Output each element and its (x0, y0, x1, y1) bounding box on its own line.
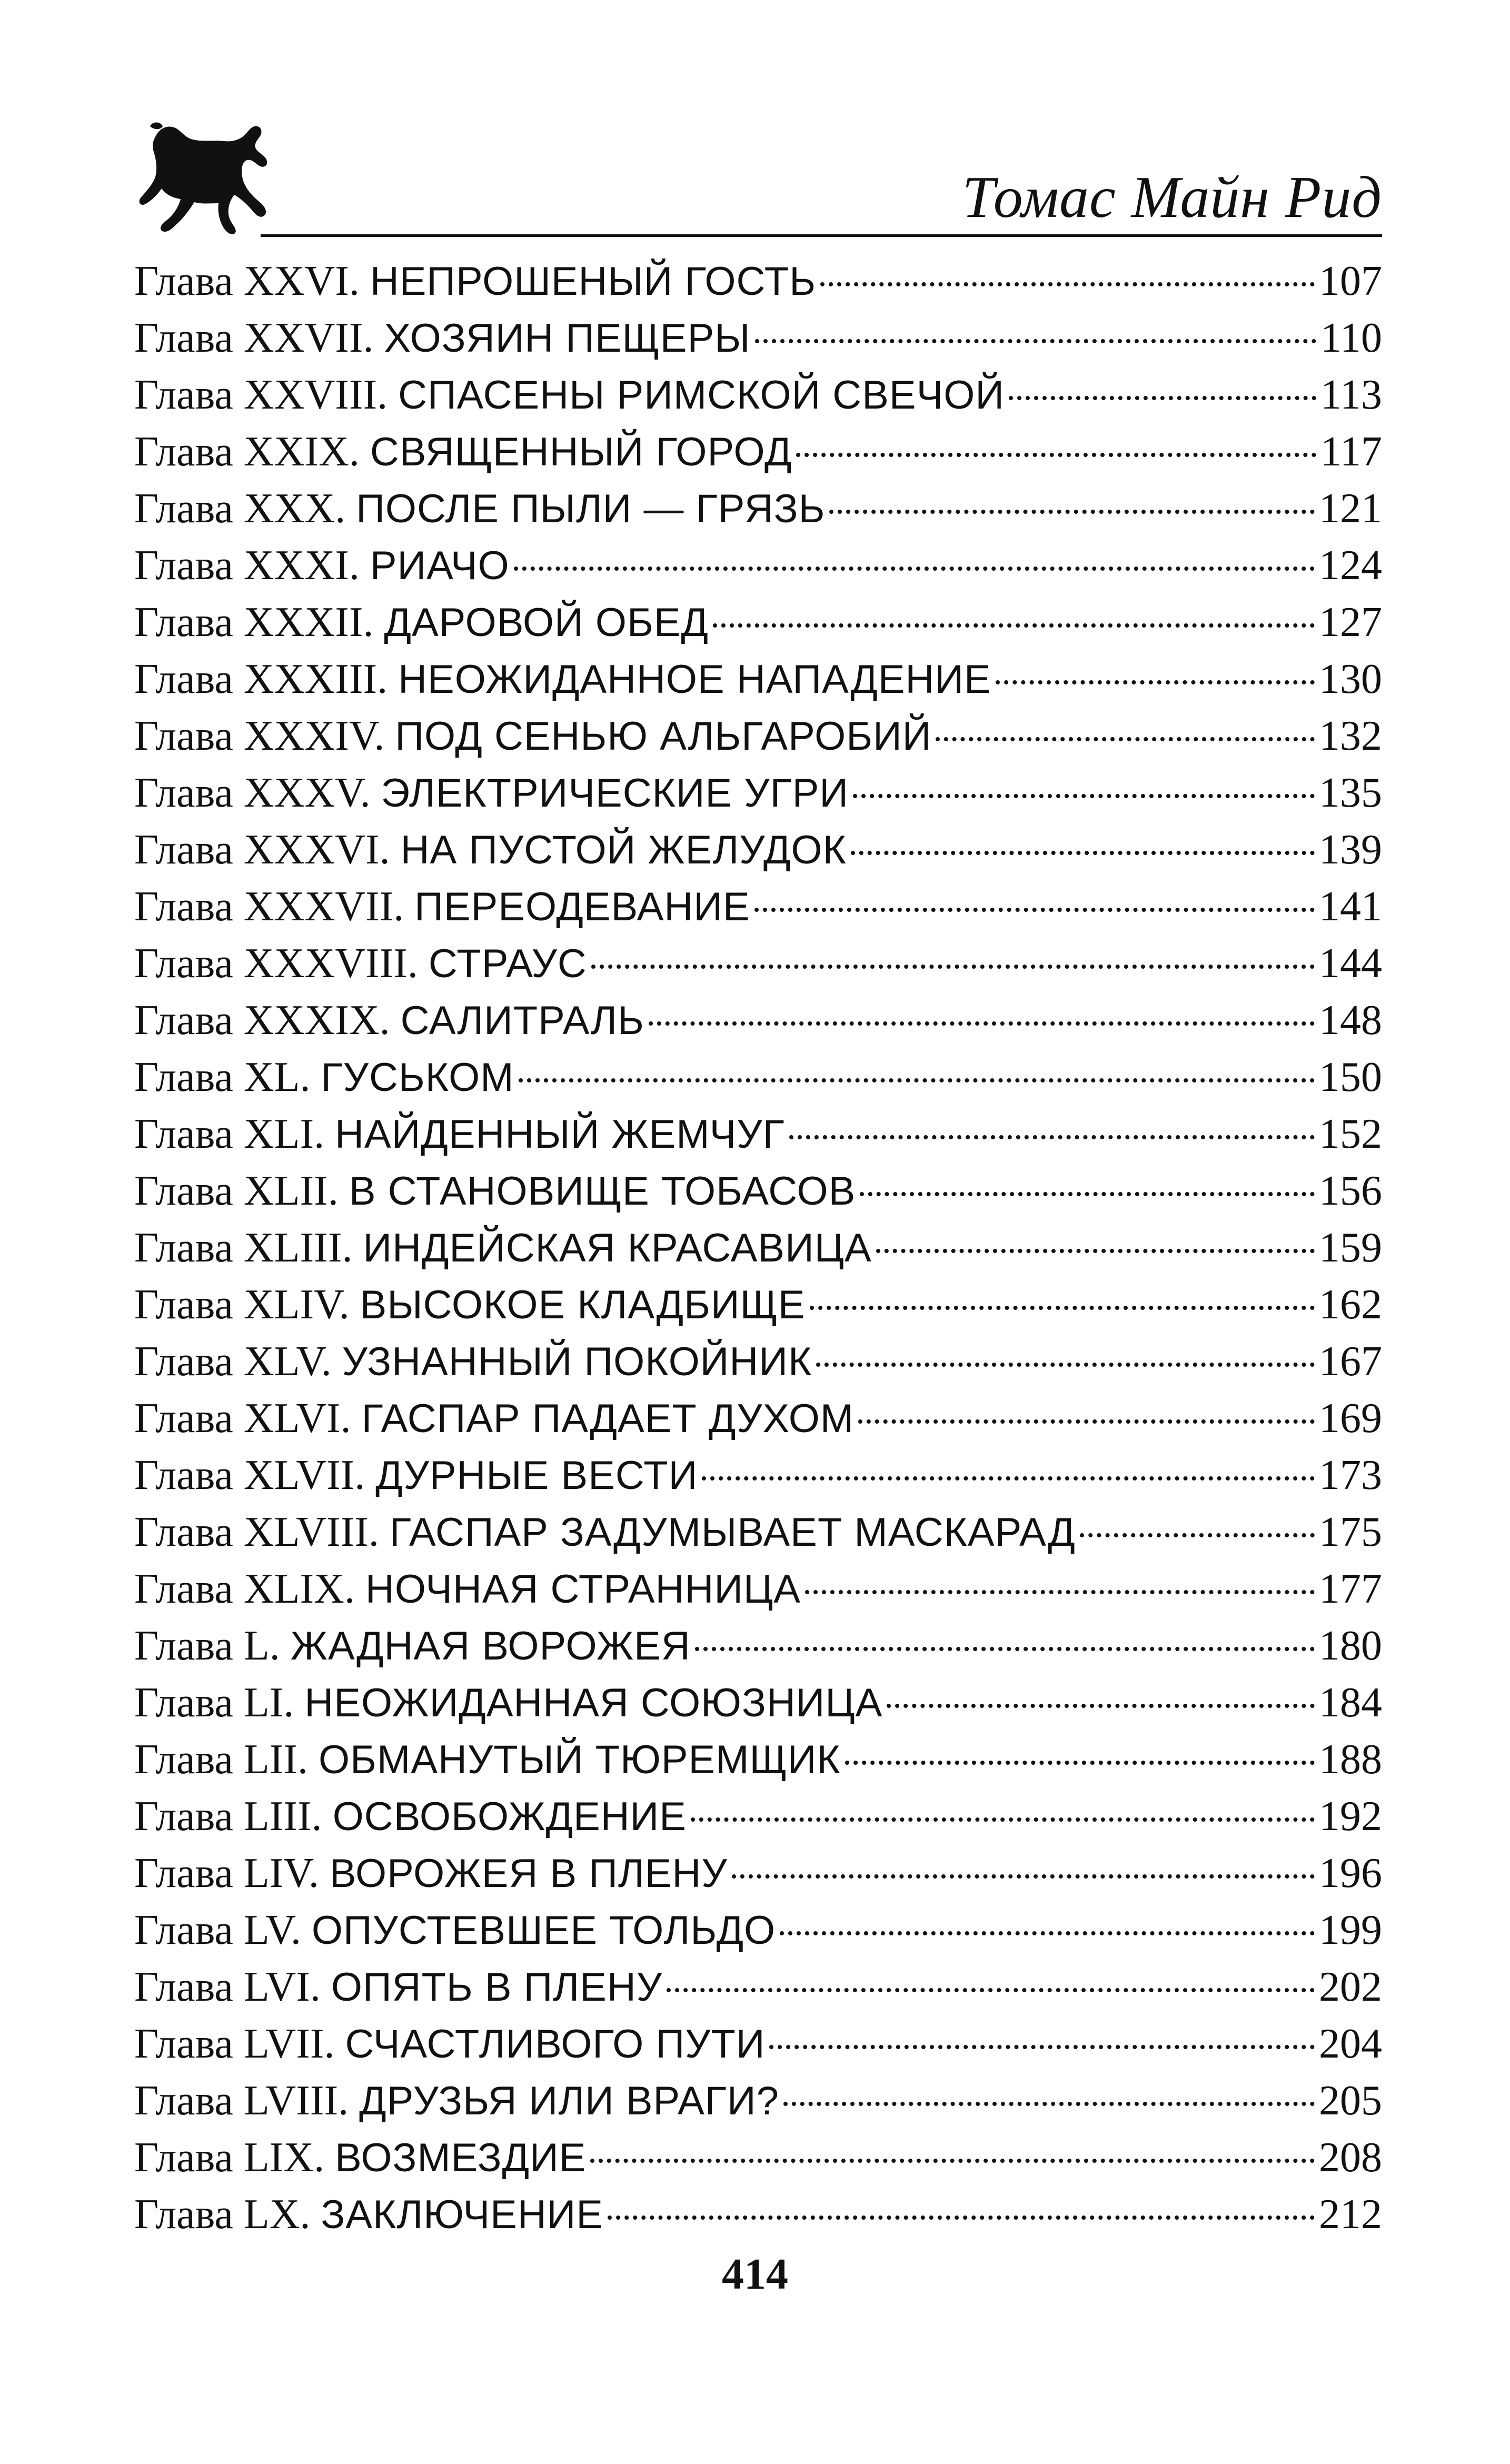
chapter-page-number: 135 (1319, 770, 1382, 816)
chapter-title: ДУРНЫЕ ВЕСТИ (375, 1453, 698, 1498)
toc-entry-title (134, 764, 849, 822)
chapter-page-number: 150 (1319, 1054, 1382, 1100)
toc-entry (134, 1333, 1382, 1390)
dot-leader (796, 453, 1316, 457)
toc-entry-title (134, 423, 792, 481)
toc-entry-title (134, 1674, 882, 1732)
toc-entry-title (134, 1219, 872, 1277)
toc-entry-title (134, 253, 816, 310)
toc-entry (134, 1276, 1382, 1333)
chapter-title: ДРУЗЬЯ ИЛИ ВРАГИ? (359, 2079, 779, 2123)
chapter-label: Глава XLV. (134, 1338, 332, 1385)
chapter-label: Глава LVII. (134, 2021, 335, 2067)
toc-entry-title (134, 366, 1005, 424)
dot-leader (853, 794, 1315, 798)
chapter-title: ВЫСОКОЕ КЛАДБИЩЕ (360, 1283, 806, 1327)
chapter-title: ОПЯТЬ В ПЛЕНУ (331, 1965, 663, 2010)
dot-leader (514, 567, 1315, 571)
chapter-page-number: 192 (1319, 1793, 1382, 1840)
chapter-label: Глава LX. (134, 2191, 311, 2238)
chapter-page-number: 107 (1319, 258, 1382, 304)
chapter-page-number: 159 (1319, 1225, 1382, 1271)
chapter-page-number: 139 (1319, 827, 1382, 873)
chapter-title: ДАРОВОЙ ОБЕД (384, 600, 709, 645)
toc-entry (134, 1504, 1382, 1561)
chapter-page-number: 177 (1319, 1566, 1382, 1612)
chapter-label: Глава XLIX. (134, 1566, 355, 1612)
dot-leader (820, 282, 1315, 286)
chapter-title: САЛИТРАЛЬ (400, 998, 644, 1043)
table-of-contents (134, 253, 1382, 2243)
chapter-page-number: 204 (1319, 2021, 1382, 2067)
toc-entry (134, 1390, 1382, 1447)
chapter-title: НОЧНАЯ СТРАННИЦА (365, 1567, 801, 1612)
toc-entry (134, 1845, 1382, 1902)
dot-leader (590, 2159, 1315, 2163)
dot-leader (783, 2102, 1315, 2106)
chapter-page-number: 169 (1319, 1395, 1382, 1442)
dot-leader (695, 1647, 1315, 1651)
dot-leader (591, 965, 1315, 969)
toc-entry (134, 764, 1382, 821)
toc-entry (134, 423, 1382, 480)
chapter-page-number: 162 (1319, 1281, 1382, 1328)
chapter-title: ПЕРЕОДЕВАНИЕ (414, 885, 750, 929)
toc-entry (134, 1788, 1382, 1845)
toc-entry-title (134, 992, 644, 1049)
chapter-title: НАЙДЕННЫЙ ЖЕМЧУГ (335, 1112, 785, 1157)
header-rule (261, 234, 1382, 237)
chapter-page-number: 110 (1320, 315, 1382, 361)
toc-entry (134, 1447, 1382, 1504)
dot-leader (702, 1476, 1315, 1481)
toc-entry-title (134, 2015, 765, 2073)
chapter-label: Глава XXXVIII. (134, 940, 418, 987)
chapter-label: Глава XLI. (134, 1111, 325, 1157)
chapter-title: НЕПРОШЕНЫЙ ГОСТЬ (370, 259, 817, 304)
toc-entry-title (134, 1617, 691, 1675)
dot-leader (754, 908, 1315, 912)
chapter-label: Глава XLVII. (134, 1452, 365, 1498)
dot-leader (780, 1931, 1315, 1935)
dot-leader (1080, 1533, 1315, 1537)
toc-entry (134, 1049, 1382, 1106)
toc-entry (134, 1561, 1382, 1617)
toc-entry (134, 821, 1382, 878)
chapter-page-number: 113 (1320, 372, 1382, 418)
chapter-page-number: 202 (1319, 1964, 1382, 2010)
dot-leader (755, 339, 1316, 343)
toc-entry (134, 1731, 1382, 1788)
chapter-page-number: 121 (1319, 485, 1382, 532)
chapter-title: ГУСЬКОМ (321, 1055, 514, 1100)
chapter-title: НЕОЖИДАННОЕ НАПАДЕНИЕ (398, 657, 991, 702)
chapter-title: ЭЛЕКТРИЧЕСКИЕ УГРИ (381, 771, 849, 816)
chapter-label: Глава LIII. (134, 1793, 322, 1840)
chapter-label: Глава L. (134, 1623, 280, 1669)
chapter-title: СТРАУС (428, 941, 587, 986)
toc-entry (134, 1959, 1382, 2015)
chapter-title: ГАСПАР ПАДАЕТ ДУХОМ (361, 1396, 855, 1441)
chapter-page-number: 208 (1319, 2134, 1382, 2181)
toc-entry (134, 935, 1382, 992)
chapter-label: Глава XXXI. (134, 542, 360, 589)
chapter-page-number: 148 (1319, 997, 1382, 1044)
chapter-page-number: 175 (1319, 1509, 1382, 1555)
toc-entry (134, 1219, 1382, 1276)
chapter-label: Глава XXXIII. (134, 656, 388, 702)
toc-entry (134, 2186, 1382, 2243)
dot-leader (608, 2215, 1315, 2220)
chapter-label: Глава XXXIX. (134, 997, 390, 1044)
running-header (134, 121, 1382, 237)
toc-entry-title (134, 310, 751, 367)
toc-entry-title (134, 1276, 806, 1334)
toc-entry-title (134, 1504, 1076, 1561)
chapter-label: Глава LVI. (134, 1964, 321, 2010)
dot-leader (732, 1874, 1315, 1879)
toc-entry (134, 2015, 1382, 2072)
toc-entry (134, 253, 1382, 310)
chapter-label: Глава XL. (134, 1054, 311, 1100)
chapter-label: Глава XXXVII. (134, 883, 404, 930)
dot-leader (667, 1988, 1315, 1992)
toc-entry-title (134, 2186, 603, 2243)
toc-entry (134, 480, 1382, 537)
chapter-title: ЖАДНАЯ ВОРОЖЕЯ (290, 1624, 691, 1668)
chapter-label: Глава LII. (134, 1736, 309, 1783)
dot-leader (829, 510, 1315, 514)
page-number: 414 (722, 2250, 788, 2299)
toc-entry-title (134, 878, 750, 936)
chapter-title: В СТАНОВИЩЕ ТОБАСОВ (349, 1169, 856, 1214)
toc-entry (134, 1902, 1382, 1959)
chapter-label: Глава XLVIII. (134, 1509, 379, 1555)
toc-entry-title (134, 1390, 854, 1447)
toc-entry (134, 708, 1382, 764)
toc-entry-title (134, 821, 847, 879)
chapter-label: Глава XLIII. (134, 1225, 353, 1271)
toc-entry-title (134, 708, 931, 765)
chapter-title: РИАЧО (370, 543, 510, 588)
chapter-page-number: 117 (1320, 429, 1382, 475)
chapter-title: ХОЗЯИН ПЕЩЕРЫ (384, 316, 751, 361)
dot-leader (810, 1306, 1315, 1310)
chapter-page-number: 130 (1319, 656, 1382, 702)
toc-entry-title (134, 2072, 779, 2130)
chapter-title: УЗНАННЫЙ ПОКОЙНИК (342, 1339, 812, 1384)
chapter-page-number: 205 (1319, 2078, 1382, 2124)
dot-leader (769, 2045, 1315, 2049)
chapter-page-number: 196 (1319, 1850, 1382, 1896)
dot-leader (805, 1590, 1315, 1594)
toc-entry-title (134, 594, 709, 651)
chapter-label: Глава XXXIV. (134, 713, 385, 759)
toc-entry-title (134, 1561, 801, 1618)
running-header-author: Томас Майн Рид (962, 165, 1382, 230)
chapter-page-number: 184 (1319, 1680, 1382, 1726)
dot-leader (851, 851, 1315, 855)
toc-entry-title (134, 1333, 812, 1390)
chapter-title: ВОРОЖЕЯ В ПЛЕНУ (329, 1851, 728, 1896)
chapter-page-number: 167 (1319, 1338, 1382, 1385)
toc-entry-title (134, 537, 510, 594)
toc-entry (134, 2072, 1382, 2129)
chapter-label: Глава XLVI. (134, 1395, 351, 1442)
toc-entry (134, 878, 1382, 935)
chapter-page-number: 152 (1319, 1111, 1382, 1157)
toc-entry (134, 537, 1382, 594)
chapter-label: Глава LIX. (134, 2134, 325, 2181)
dot-leader (649, 1021, 1315, 1026)
chapter-label: Глава XXX. (134, 485, 346, 532)
chapter-page-number: 156 (1319, 1168, 1382, 1214)
chapter-page-number: 173 (1319, 1452, 1382, 1498)
toc-entry-title (134, 1163, 856, 1220)
chapter-title: ВОЗМЕЗДИЕ (335, 2135, 587, 2180)
chapter-label: Глава LVIII. (134, 2078, 349, 2124)
chapter-label: Глава XXXII. (134, 599, 374, 645)
dot-leader (816, 1363, 1315, 1367)
dot-leader (860, 1192, 1315, 1196)
chapter-title: НЕОЖИДАННАЯ СОЮЗНИЦА (304, 1681, 883, 1725)
chapter-title: СПАСЕНЫ РИМСКОЙ СВЕЧОЙ (398, 373, 1005, 418)
chapter-title: ГАСПАР ЗАДУМЫВАЕТ МАСКАРАД (389, 1510, 1076, 1555)
chapter-page-number: 144 (1319, 940, 1382, 987)
chapter-label: Глава XLII. (134, 1168, 339, 1214)
chapter-title: ОБМАНУТЫЙ ТЮРЕМЩИК (319, 1737, 841, 1782)
toc-entry (134, 1106, 1382, 1163)
toc-entry-title (134, 1902, 776, 1959)
dot-leader (845, 1761, 1315, 1765)
chapter-title: ОПУСТЕВШЕЕ ТОЛЬДО (311, 1908, 776, 1953)
chapter-title: СВЯЩЕННЫЙ ГОРОД (370, 430, 792, 474)
chapter-label: Глава LV. (134, 1907, 301, 1953)
dot-leader (691, 1817, 1315, 1822)
dot-leader (876, 1249, 1315, 1253)
chapter-label: Глава XXXVI. (134, 827, 390, 873)
chapter-label: Глава LIV. (134, 1850, 319, 1896)
chapter-label: Глава XXXV. (134, 770, 371, 816)
chapter-label: Глава XXVI. (134, 258, 360, 304)
chapter-label: Глава XXIX. (134, 429, 360, 475)
dot-leader (887, 1704, 1315, 1708)
chapter-page-number: 199 (1319, 1907, 1382, 1953)
chapter-label: Глава LI. (134, 1680, 294, 1726)
toc-entry (134, 1674, 1382, 1731)
chapter-label: Глава XXVII. (134, 315, 374, 361)
dot-leader (713, 623, 1315, 628)
chapter-label: Глава XLIV. (134, 1281, 350, 1328)
chapter-page-number: 124 (1319, 542, 1382, 589)
toc-entry (134, 366, 1382, 423)
chapter-page-number: 212 (1319, 2191, 1382, 2238)
toc-entry-title (134, 935, 587, 992)
toc-entry (134, 992, 1382, 1049)
chapter-title: ПОСЛЕ ПЫЛИ — ГРЯЗЬ (356, 486, 826, 531)
chapter-title: ИНДЕЙСКАЯ КРАСАВИЦА (363, 1226, 872, 1270)
toc-entry-title (134, 1845, 728, 1902)
toc-entry (134, 2129, 1382, 2186)
chapter-title: ПОД СЕНЬЮ АЛЬГАРОБИЙ (395, 714, 932, 759)
chapter-label: Глава XXVIII. (134, 372, 388, 418)
chapter-page-number: 180 (1319, 1623, 1382, 1669)
toc-entry-title (134, 1106, 785, 1163)
dot-leader (936, 737, 1315, 741)
toc-entry-title (134, 1049, 514, 1106)
toc-entry-title (134, 1959, 662, 2016)
chapter-title: НА ПУСТОЙ ЖЕЛУДОК (400, 828, 847, 872)
toc-entry (134, 594, 1382, 651)
toc-entry (134, 1617, 1382, 1674)
chapter-page-number: 132 (1319, 713, 1382, 759)
toc-entry-title (134, 480, 825, 538)
chapter-page-number: 127 (1319, 599, 1382, 645)
chapter-page-number: 141 (1319, 883, 1382, 930)
chapter-page-number: 188 (1319, 1736, 1382, 1783)
dot-leader (789, 1135, 1315, 1139)
toc-entry (134, 310, 1382, 366)
toc-entry-title (134, 1447, 698, 1504)
dot-leader (1009, 396, 1316, 400)
toc-entry (134, 1163, 1382, 1219)
dot-leader (996, 680, 1315, 684)
toc-entry-title (134, 2129, 586, 2187)
dot-leader (858, 1419, 1315, 1424)
toc-entry-title (134, 1731, 841, 1789)
chapter-title: ОСВОБОЖДЕНИЕ (332, 1794, 687, 1839)
horse-icon (134, 121, 271, 237)
toc-entry-title (134, 1788, 687, 1845)
chapter-title: СЧАСТЛИВОГО ПУТИ (345, 2022, 766, 2066)
toc-entry (134, 651, 1382, 708)
dot-leader (519, 1078, 1315, 1082)
chapter-title: ЗАКЛЮЧЕНИЕ (321, 2192, 604, 2237)
toc-entry-title (134, 651, 991, 708)
